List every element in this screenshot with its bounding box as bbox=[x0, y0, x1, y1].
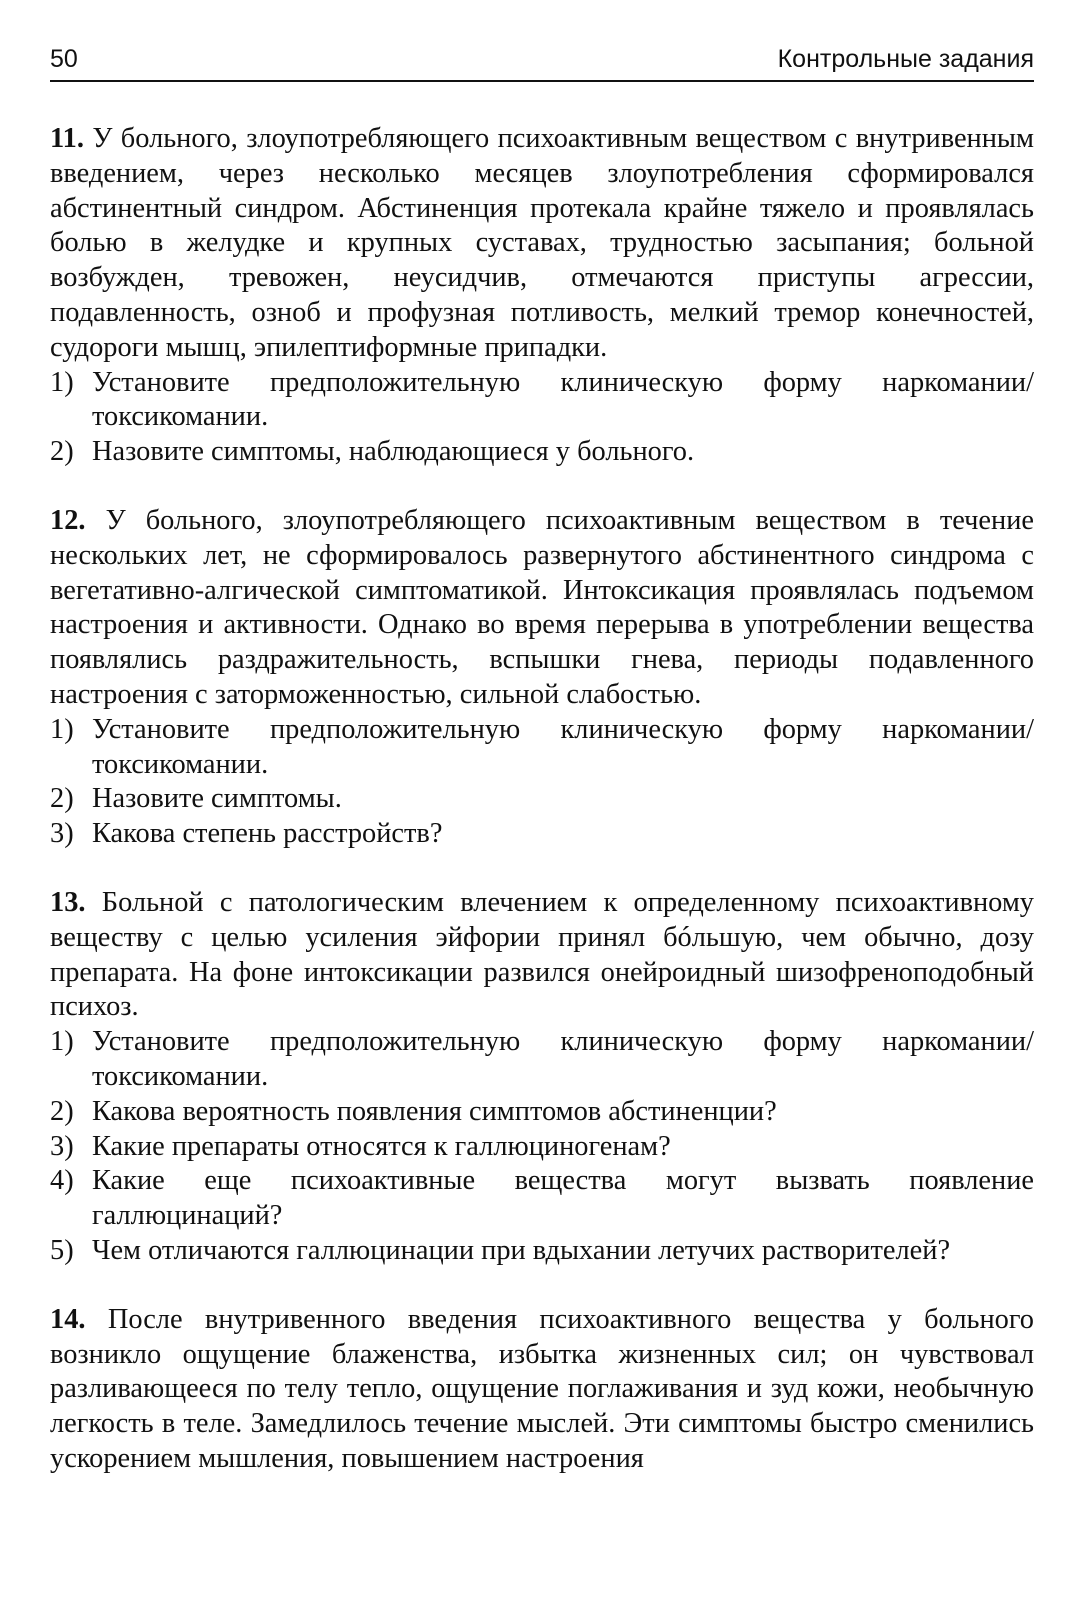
section-title: Контрольные задания bbox=[777, 45, 1034, 73]
question-text: Установите предположительную клиническую форму наркомании/токсикомании. bbox=[92, 366, 1034, 433]
running-header bbox=[50, 44, 1034, 82]
page-number: 50 bbox=[50, 45, 78, 73]
question-number: 2) bbox=[50, 436, 74, 468]
question-item bbox=[50, 1025, 1034, 1095]
question-text: Установите предположительную клиническую форму наркомании/токсикомании. bbox=[92, 713, 1034, 780]
question-item bbox=[50, 1164, 1034, 1234]
question-number: 5) bbox=[50, 1234, 74, 1266]
page bbox=[50, 44, 1034, 1511]
question-item bbox=[50, 782, 1034, 817]
question-number: 1) bbox=[50, 713, 74, 745]
task-paragraph bbox=[50, 122, 1034, 366]
task-body: Больной с патологическим влечением к определенному психоактивному веществу с целью усиления эйфории принял бóльшую, чем обычно, дозу препарата. На фоне интоксикации развился онейроидный шизофреноподобный психоз. bbox=[50, 886, 1034, 1023]
question-item bbox=[50, 817, 1034, 852]
task-number: 11. bbox=[50, 123, 84, 154]
task-body: После внутривенного введения психоактивного вещества у больного возникло ощущение блаженства, избытка жизненных сил; он чувствовал разливающееся по телу тепло, ощущение поглаживания и зуд кожи, необычную легкость в теле. Замедлилось течение мыслей. Эти симптомы быстро сменились ускорением мышления, повышением настроения bbox=[50, 1303, 1034, 1474]
question-number: 2) bbox=[50, 783, 74, 815]
question-text: Какие еще психоактивные вещества могут вызвать появление галлюцинаций? bbox=[92, 1165, 1034, 1232]
task-paragraph bbox=[50, 1303, 1034, 1477]
task-body: У больного, злоупотребляющего психоактивным веществом с внутривенным введением, через несколько месяцев злоупотребления сформировался абстинентный синдром. Абстиненция протекала крайне тяжело и проявлялась болью в желудке и крупных суставах, трудностью засыпания; больной возбужден, тревожен, неусидчив, отмечаются приступы агрессии, подавленность, озноб и профузная потливость, мелкий тремор конечностей, судороги мышц, эпилептиформные припадки. bbox=[50, 123, 1034, 363]
task-11 bbox=[50, 122, 1034, 470]
question-text: Чем отличаются галлюцинации при вдыхании летучих растворителей? bbox=[92, 1234, 951, 1266]
task-13 bbox=[50, 886, 1034, 1269]
question-number: 2) bbox=[50, 1095, 74, 1127]
question-text: Назовите симптомы. bbox=[92, 783, 342, 815]
question-text: Какова вероятность появления симптомов абстиненции? bbox=[92, 1095, 777, 1127]
task-12 bbox=[50, 504, 1034, 852]
task-number: 13. bbox=[50, 886, 86, 918]
task-paragraph bbox=[50, 504, 1034, 713]
task-number: 12. bbox=[50, 504, 86, 536]
task-number: 14. bbox=[50, 1303, 86, 1335]
question-item bbox=[50, 366, 1034, 436]
question-text: Какова степень расстройств? bbox=[92, 818, 443, 850]
question-number: 3) bbox=[50, 1130, 74, 1162]
task-paragraph bbox=[50, 886, 1034, 1025]
question-item bbox=[50, 713, 1034, 783]
question-number: 3) bbox=[50, 818, 74, 850]
question-item bbox=[50, 1130, 1034, 1165]
question-text: Назовите симптомы, наблюдающиеся у больного. bbox=[92, 436, 695, 468]
question-number: 4) bbox=[50, 1165, 74, 1197]
question-text: Какие препараты относятся к галлюциногенам? bbox=[92, 1130, 671, 1162]
question-item bbox=[50, 1095, 1034, 1130]
question-item bbox=[50, 435, 1034, 470]
question-text: Установите предположительную клиническую форму наркомании/токсикомании. bbox=[92, 1026, 1034, 1092]
task-14 bbox=[50, 1303, 1034, 1477]
page-content bbox=[50, 122, 1034, 1477]
question-number: 1) bbox=[50, 1026, 74, 1058]
question-number: 1) bbox=[50, 366, 74, 398]
question-item bbox=[50, 1234, 1034, 1269]
task-body: У больного, злоупотребляющего психоактивным веществом в течение нескольких лет, не сформировалось развернутого абстинентного синдрома с вегетативно-алгической симптоматикой. Интоксикация проявлялась подъемом настроения и активности. Однако во время перерыва в употреблении вещества появлялись раздражительность, вспышки гнева, периоды подавленного настроения с заторможенностью, сильной слабостью. bbox=[50, 504, 1034, 710]
